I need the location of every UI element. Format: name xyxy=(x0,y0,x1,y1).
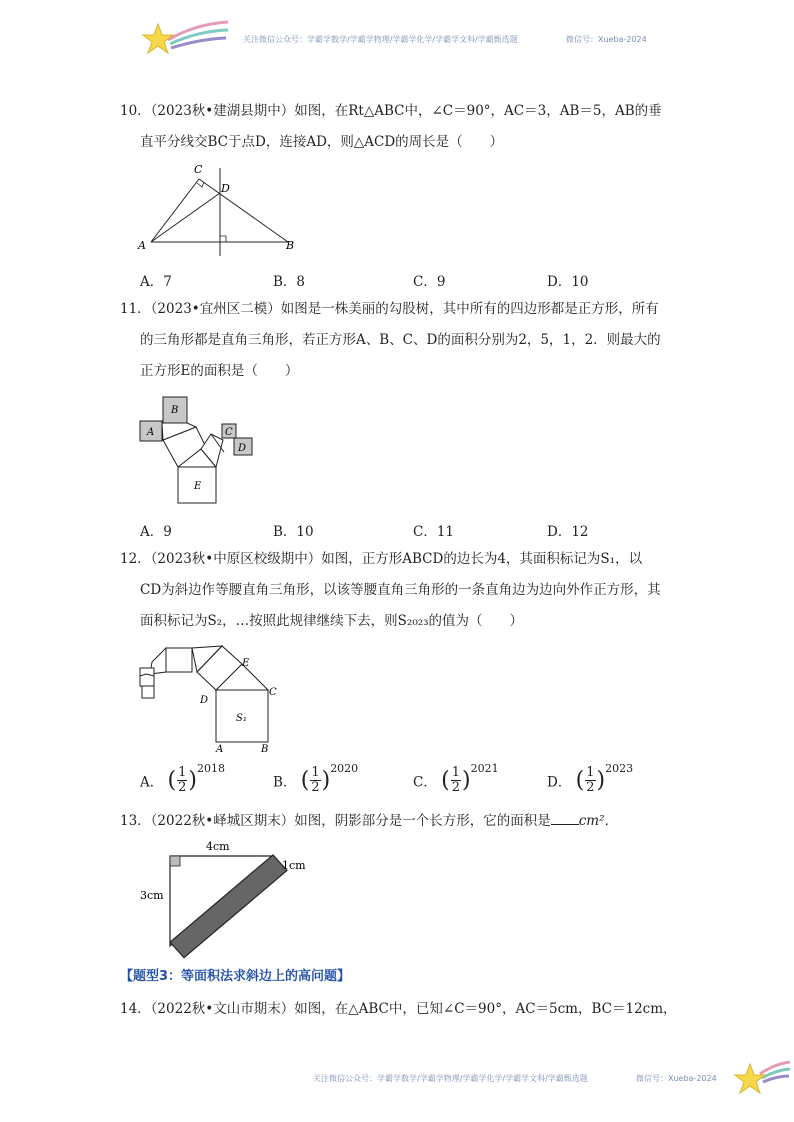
q12-option-a-frac: ( $\frac{1}{2}$ ) $^{2018}$ xyxy=(167,762,226,795)
footer-wechat: 微信号：Xueba-2024 xyxy=(636,1074,717,1083)
q12-option-a-exp: 2018 xyxy=(197,762,226,775)
q13-text: 13．（2022秋•峄城区期末）如图，阴影部分是一个长方形，它的面积是 xyxy=(120,813,551,829)
footer-text: 关注微信公众号：学霸学数学/学霸学物理/学霸学化学/学霸学文科/学霸甄选题 xyxy=(313,1074,588,1083)
q10-label-d: D xyxy=(221,182,230,195)
q12-option-d-den: 2 xyxy=(586,780,595,795)
question-11 xyxy=(120,294,680,387)
q13-label-right: 1cm xyxy=(282,859,306,872)
q12-option-a-den: 2 xyxy=(178,780,187,795)
q10-label-c: C xyxy=(194,163,203,176)
q11-option-b[interactable]: B．10 xyxy=(273,524,314,540)
q12-option-a[interactable] xyxy=(140,762,226,795)
question-13 xyxy=(120,806,680,837)
q11-option-a[interactable]: A．9 xyxy=(140,524,172,540)
header-top-text: 关注微信公众号：学霸学数学/学霸学物理/学霸学化学/学霸学文科/学霸甄选题 xyxy=(243,35,518,44)
q11-line1: 11．（2023•宜州区二模）如图是一株美丽的勾股树，其中所有的四边形都是正方形，所有 xyxy=(120,301,659,317)
q12-option-d-frac: ( $\frac{1}{2}$ ) $^{2023}$ xyxy=(575,762,634,795)
q10-option-b[interactable]: B．8 xyxy=(273,274,306,290)
q12-label-s1: S₁ xyxy=(236,713,247,724)
footer-logo xyxy=(732,1058,792,1098)
q12-label-b: B xyxy=(261,744,269,755)
q12-option-c-letter: C． xyxy=(413,774,437,791)
q12-line1: 12．（2023秋•中原区校级期中）如图，正方形ABCD的边长为4，其面积标记为S₁，以 xyxy=(120,551,643,567)
q12-option-d-exp: 2023 xyxy=(605,762,634,775)
q12-option-b-num: 1 xyxy=(311,765,320,780)
q13-unit: cm²． xyxy=(578,813,619,829)
q12-option-c-den: 2 xyxy=(451,780,461,795)
q12-option-c-exp: 2021 xyxy=(470,762,499,775)
header-logo-top xyxy=(140,18,230,63)
q12-option-d-letter: D． xyxy=(547,774,572,791)
question-14 xyxy=(120,994,680,1025)
q12-line3: 面积标记为S₂，…按照此规律继续下去，则S₂₀₂₃的值为（ ） xyxy=(140,613,524,629)
q11-label-a: A xyxy=(147,427,155,438)
q11-figure xyxy=(138,394,258,506)
q12-option-c[interactable] xyxy=(413,762,499,795)
q12-option-b-exp: 2020 xyxy=(330,762,359,775)
question-10 xyxy=(120,96,680,158)
q13-line xyxy=(120,806,680,837)
q11-option-c[interactable]: C．11 xyxy=(413,524,455,540)
q12-option-a-num: 1 xyxy=(178,765,187,780)
q10-label-a: A xyxy=(138,239,146,252)
q12-figure xyxy=(136,644,286,756)
q11-label-c: C xyxy=(225,427,233,438)
q12-line2: CD为斜边作等腰直角三角形，以该等腰直角三角形的一条直角边为边向外作正方形，其 xyxy=(140,582,661,598)
q12-option-a-letter: A． xyxy=(140,774,164,791)
q12-label-d: D xyxy=(200,695,209,706)
q12-label-e: E xyxy=(242,658,250,669)
q11-label-d: D xyxy=(238,443,247,454)
q11-label-b: B xyxy=(171,405,179,416)
q12-option-b-den: 2 xyxy=(311,780,320,795)
q13-answer-blank[interactable] xyxy=(551,810,579,825)
q10-option-d[interactable]: D．10 xyxy=(547,274,589,290)
q12-label-c: C xyxy=(269,687,277,698)
q10-option-c[interactable]: C．9 xyxy=(413,274,446,290)
q12-option-b-letter: B． xyxy=(273,774,297,791)
q10-option-a[interactable]: A．7 xyxy=(140,274,172,290)
q11-line2: 的三角形都是直角三角形，若正方形A、B、C、D的面积分别为2，5，1，2．则最大的 xyxy=(140,332,661,348)
q10-label-b: B xyxy=(286,239,295,252)
q12-option-b[interactable] xyxy=(273,762,359,795)
q12-option-d-num: 1 xyxy=(586,765,595,780)
q12-option-b-frac: ( $\frac{1}{2}$ ) $^{2020}$ xyxy=(300,762,359,795)
q12-option-d[interactable] xyxy=(547,762,634,795)
q10-line2: 直平分线交BC于点D，连接AD，则△ACD的周长是（ ） xyxy=(140,134,504,150)
q11-option-d[interactable]: D．12 xyxy=(547,524,589,540)
q12-label-a: A xyxy=(216,744,224,755)
q14-line1: 14．（2022秋•文山市期末）如图，在△ABC中，已知∠C＝90°，AC＝5cm，BC＝12cm， xyxy=(120,1001,677,1017)
q11-label-e: E xyxy=(194,481,202,492)
q13-figure xyxy=(140,838,310,958)
q11-line3: 正方形E的面积是（ ） xyxy=(140,363,299,379)
section-heading-3: 【题型3：等面积法求斜边上的高问题】 xyxy=(120,969,351,984)
q10-figure xyxy=(136,160,306,260)
q10-line1: 10．（2023秋•建湖县期中）如图，在Rt△ABC中，∠C＝90°，AC＝3，AB＝5，AB的垂 xyxy=(120,103,662,119)
q13-label-top: 4cm xyxy=(206,840,230,853)
q12-option-c-frac: ( $\frac{1}{2}$ ) $^{2021}$ xyxy=(441,762,499,795)
header-top-wechat: 微信号：Xueba-2024 xyxy=(566,35,647,44)
q13-label-left: 3cm xyxy=(140,889,164,902)
q12-option-c-num: 1 xyxy=(451,765,461,780)
question-12 xyxy=(120,544,680,637)
